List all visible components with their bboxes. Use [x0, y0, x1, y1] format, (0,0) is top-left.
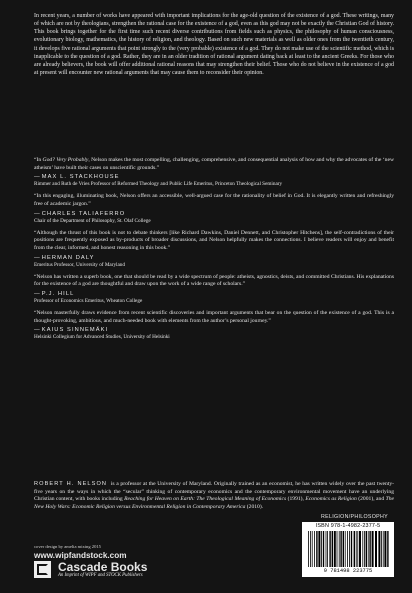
barcode-bar — [326, 531, 327, 567]
reviewer-dash: — — [34, 210, 41, 217]
barcode-bar — [323, 531, 324, 567]
author-bio — [34, 481, 394, 512]
reviewer-affiliation: Helsinki Collegium for Advanced Studies, University of Helsinki — [34, 334, 170, 341]
barcode-bar — [368, 531, 369, 567]
reviewer-dash: — — [34, 174, 41, 181]
review-quote — [34, 274, 394, 289]
barcode-bar — [384, 531, 386, 567]
reviewer-name — [34, 327, 394, 333]
book-title: Economics as Religion — [305, 496, 357, 503]
quote-text: , Nelson makes the most compelling, challenging, comprehensive, and consequential analysis of how and why the advocates of the ‘new atheism’ have built their cases on unscientific grounds.” — [34, 157, 394, 171]
barcode-bar — [339, 531, 340, 567]
barcode-bar — [359, 531, 361, 567]
review-sinnemaki — [34, 310, 394, 341]
barcode-bar — [375, 531, 377, 567]
author-name: ROBERT H. NELSON — [34, 481, 108, 487]
barcode-bar — [381, 531, 382, 567]
reviewer-name — [34, 291, 394, 297]
publisher-text — [58, 561, 147, 579]
barcode-bar — [357, 531, 358, 567]
review-quote — [34, 157, 394, 172]
barcode-icon — [306, 531, 390, 567]
reviewer-name — [34, 255, 394, 261]
barcode-bar — [362, 531, 363, 567]
reviewer-dash: — — [34, 254, 41, 261]
bio-text: (2001), and — [356, 496, 386, 503]
quote-text: “Although the thrust of this book is not to debate thinkers [like Richard Dawkins, Daniel Dennett, and Christopher Hitchens], the self-contradictions of their positions are frequently exposed as by-products of broader discussions, and Nelson helpfully makes the connections. I believe readers will enjoy and benefit from the clear, informed, and honest reasoning in this book.” — [34, 229, 394, 251]
barcode-bar — [351, 531, 352, 567]
book-title: Reaching for Heaven on Earth: The Theological Meaning of Economics — [124, 496, 287, 503]
isbn-barcode — [302, 522, 394, 577]
publisher-name: Cascade Books — [58, 560, 148, 574]
reviewer-dash: — — [34, 290, 41, 297]
reviewer-name-text: KAIUS SINNEMÄKI — [41, 327, 109, 334]
review-stackhouse — [34, 157, 394, 188]
reviewer-dash: — — [34, 327, 41, 334]
barcode-bar — [356, 531, 357, 567]
reviewer-affiliation: Professor of Economics Emeritus, Wheaton College — [34, 297, 143, 304]
barcode-bar — [383, 531, 384, 567]
reviewer-name-text: HERMAN DALY — [41, 254, 95, 261]
barcode-bar — [332, 531, 333, 567]
publisher-logo-icon — [34, 561, 51, 578]
review-taliaferro — [34, 193, 394, 224]
book-description: In recent years, a number of works have appeared with important implications for the age-old question of the existence of a god. These writings, many of which are not by theologians, strengthen the rational case for the existence of a god, even as this god may not be exactly the Christian God of history. This book brings together for the first time such recent diverse contributions from fields such as physics, the philosophy of human consciousness, evolutionary biology, mathematics, the history of religion, and theology. Based on such new materials as well as older ones from the twentieth century, it develops five rational arguments that point strongly to the (very probable) existence of a god. They do not make use of the scientific method, which is inapplicable to the question of a god. Rather, they are in an older tradition of rational argument dating back at least to the ancient Greeks. For those who are already believers, the book will offer additional rational reasons that may strengthen their belief. Those who do not believe in the existence of a god at present will encounter new rational arguments that may cause them to reconsider their opinion. — [34, 13, 394, 76]
publisher-block — [34, 561, 147, 579]
barcode-bar — [343, 531, 344, 567]
book-title: The New Holy Wars: Economic Religion versus Environmental Religion in Contemporary America — [34, 496, 394, 511]
barcode-bar — [366, 531, 367, 567]
review-daly — [34, 230, 394, 268]
bio-text: is a professor at the University of Maryland. Originally trained as an economist, he has written widely over the past twenty-five years on the ways in which the “secular” thinking of contemporary economics and the contemporary environmental movement have an underlying Christian content, with books including — [34, 481, 394, 503]
barcode-bar — [327, 531, 328, 567]
quote-book-title: God? Very Probably — [42, 157, 89, 163]
reviewer-name — [34, 174, 394, 180]
barcode-bar — [340, 531, 341, 567]
reviewer-name-text: P.J. HILL — [41, 290, 75, 297]
reviewer-affiliation: Emeritus Professor, University of Maryland — [34, 261, 125, 268]
reviews-section — [34, 157, 394, 346]
barcode-bar — [321, 531, 322, 567]
barcode-bar — [345, 531, 346, 567]
reviewer-affiliation: Rimmer and Ruth de Vries Professor of Reformed Theology and Public Life Emeritus, Princeton Theological Seminary — [34, 181, 283, 188]
reviewer-name-text: MAX L. STACKHOUSE — [41, 174, 120, 181]
barcode-bar — [387, 531, 388, 567]
reviewer-affiliation: Chair of the Department of Philosophy, St. Olaf College — [34, 217, 151, 224]
publisher-url[interactable]: www.wipfandstock.com — [34, 551, 127, 560]
barcode-bar — [334, 531, 336, 567]
barcode-bar — [378, 531, 380, 567]
barcode-bar — [312, 531, 313, 567]
barcode-bar — [337, 531, 338, 567]
barcode-bar — [349, 531, 350, 567]
reviewer-name — [34, 211, 394, 217]
isbn-label: ISBN 978-1-4982-2377-5 — [315, 523, 381, 529]
cover-design-credit: cover design by amelia mixing 2015 — [34, 544, 101, 549]
barcode-bar — [329, 531, 330, 567]
quote-text: “In this engaging, illuminating book, Nelson offers an accessible, well-argued case for the rationality of belief in God. It is elegantly written and refreshingly free of academic jargon.” — [34, 193, 394, 207]
publisher-imprint: An Imprint of WIPF and STOCK Publishers — [58, 573, 143, 578]
quote-text: “In — [34, 157, 43, 163]
barcode-bar — [310, 531, 311, 567]
category-label: RELIGION/PHILOSOPHY — [321, 514, 388, 520]
barcode-bar — [318, 531, 320, 567]
review-quote — [34, 230, 394, 253]
barcode-bar — [372, 531, 374, 567]
barcode-bar — [369, 531, 370, 567]
review-hill — [34, 274, 394, 305]
bio-text: (1991), — [286, 496, 306, 503]
reviewer-name-text: CHARLES TALIAFERRO — [41, 210, 126, 217]
review-quote — [34, 310, 394, 325]
review-quote — [34, 193, 394, 208]
barcode-bar — [364, 531, 365, 567]
quote-text: “Nelson has written a superb book, one that should be read by a wide spectrum of people: atheists, agnostics, deists, and committed Christians. His explanations for the existence of a god are thoughtful and draw upon the work of a wide range of scholars.” — [34, 273, 394, 288]
isbn-digits: 9 781498 223775 — [323, 568, 373, 574]
barcode-bar — [347, 531, 348, 567]
barcode-bar — [316, 531, 317, 567]
bio-text: (2010). — [245, 504, 264, 511]
barcode-bar — [314, 531, 315, 567]
barcode-bar — [308, 531, 309, 567]
quote-text: “Nelson masterfully draws evidence from recent scientific discoveries and important arguments that bear on the question of the existence of a god. This is a thought-provoking, ambitious, and much-needed book with elements from the author’s personal journey.” — [34, 309, 394, 324]
barcode-bar — [354, 531, 355, 567]
